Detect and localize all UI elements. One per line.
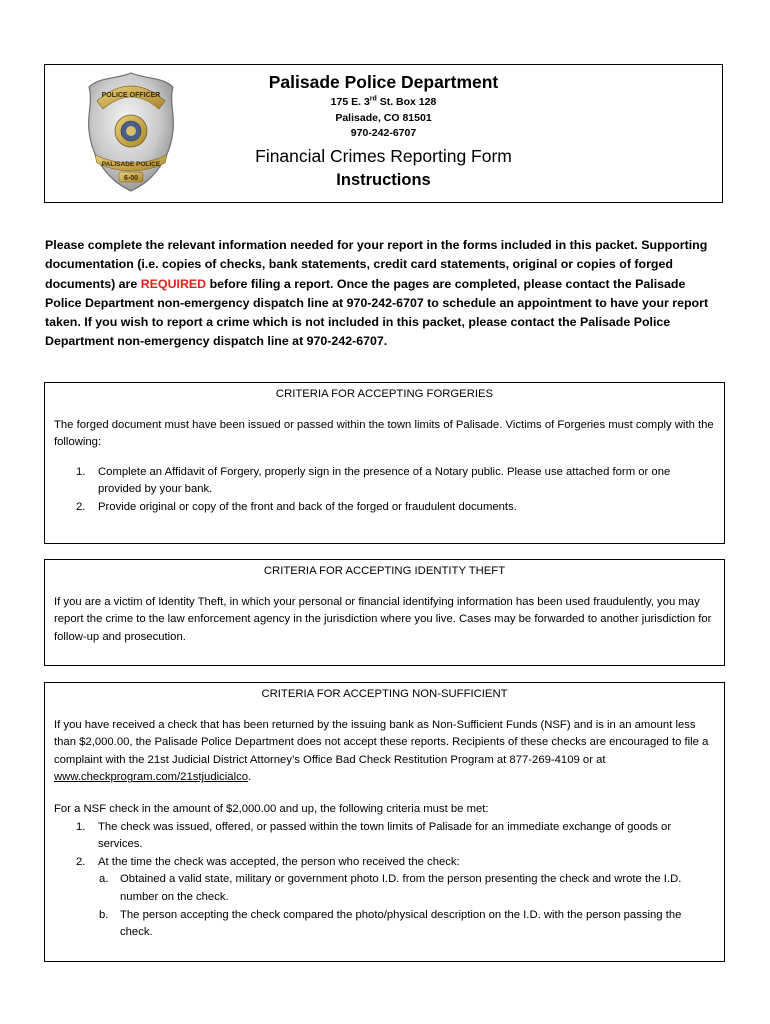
phone-number: 970-242-6707 (350, 127, 417, 139)
check-program-link[interactable]: www.checkprogram.com/21stjudicialco (54, 771, 249, 784)
sub-list-item: a. Obtained a valid state, military or government photo I.D. from the person presenting the check and wrote the I.D. number on the check. (99, 873, 682, 903)
forgeries-list (45, 464, 724, 517)
forgeries-title: CRITERIA FOR ACCEPTING FORGERIES (275, 388, 494, 400)
list-item: 1. The check was issued, offered, or passed within the town limits of Palisade for an immediate exchange of goods or services. (76, 820, 672, 851)
badge-number: 6-00 (123, 175, 139, 182)
list-item: 2. Provide original or copy of the front and back of the forged or fraudulent documents. (76, 500, 517, 513)
list-item: 1. Complete an Affidavit of Forgery, properly sign in the presence of a Notary public. Please use attached form or one provided by your bank. (76, 465, 671, 496)
identity-theft-criteria-box (44, 559, 725, 666)
nsf-criteria-intro: For a NSF check in the amount of $2,000.00 and up, the following criteria must be met: (54, 802, 489, 815)
forgeries-criteria-box (44, 382, 725, 544)
non-sufficient-paragraph: If you have received a check that has been returned by the issuing bank as Non-Sufficient Funds (NSF) and is in an amount less than $2,000.00, the Palisade Police Department does not accept these reports. Recipients of these checks are encouraged to file a complaint with the 21st Judicial District Attorney’s Office Bad Check Restitution Program at 877-269-4109 or at www.checkprogram.com/21stjudicialco. (54, 718, 709, 784)
header-box (44, 64, 723, 203)
list-item: 2. At the time the check was accepted, the person who received the check: (76, 855, 460, 868)
form-title: Financial Crimes Reporting Form (255, 146, 512, 166)
non-sufficient-title: CRITERIA FOR ACCEPTING NON-SUFFICIENT (261, 688, 508, 700)
department-name: Palisade Police Department (268, 72, 499, 92)
address-line-2: Palisade, CO 81501 (335, 112, 432, 124)
identity-theft-title: CRITERIA FOR ACCEPTING IDENTITY THEFT (263, 565, 506, 577)
badge-bottom-text: PALISADE POLICE (101, 161, 161, 168)
intro-paragraph: Please complete the relevant information needed for your report in the forms included in this packet. Supporting documentation (i.e. copies of checks, bank statements, credit card statements, original or copies of forged documents) are REQUIRED before filing a report. Once the pages are completed, please contact the Palisade Police Department non-emergency dispatch line at 970-242-6707 to schedule an appointment to have your report taken. If you wish to report a crime which is not included in this packet, please contact the Palisade Police Department non-emergency dispatch line at 970-242-6707. (45, 238, 709, 349)
identity-theft-paragraph: If you are a victim of Identity Theft, in which your personal or financial identifying information has been used fraudulently, you may report the crime to the law enforcement agency in the jurisdiction where you live. Cases may be forwarded to another jurisdiction for follow-up and prosecution. (54, 595, 712, 643)
badge-top-text: POLICE OFFICER (101, 92, 161, 99)
non-sufficient-criteria-box (44, 682, 725, 962)
form-subtitle: Instructions (336, 171, 431, 189)
sub-list-item: b. The person accepting the check compared the photo/physical description on the I.D. with the person passing the check. (99, 908, 682, 939)
required-emphasis: REQUIRED (140, 276, 207, 291)
address-line-1: 175 E. 3rd St. Box 128 (330, 95, 437, 108)
forgeries-paragraph: The forged document must have been issued or passed within the town limits of Palisade. Victims of Forgeries must comply with the following: (54, 418, 714, 449)
